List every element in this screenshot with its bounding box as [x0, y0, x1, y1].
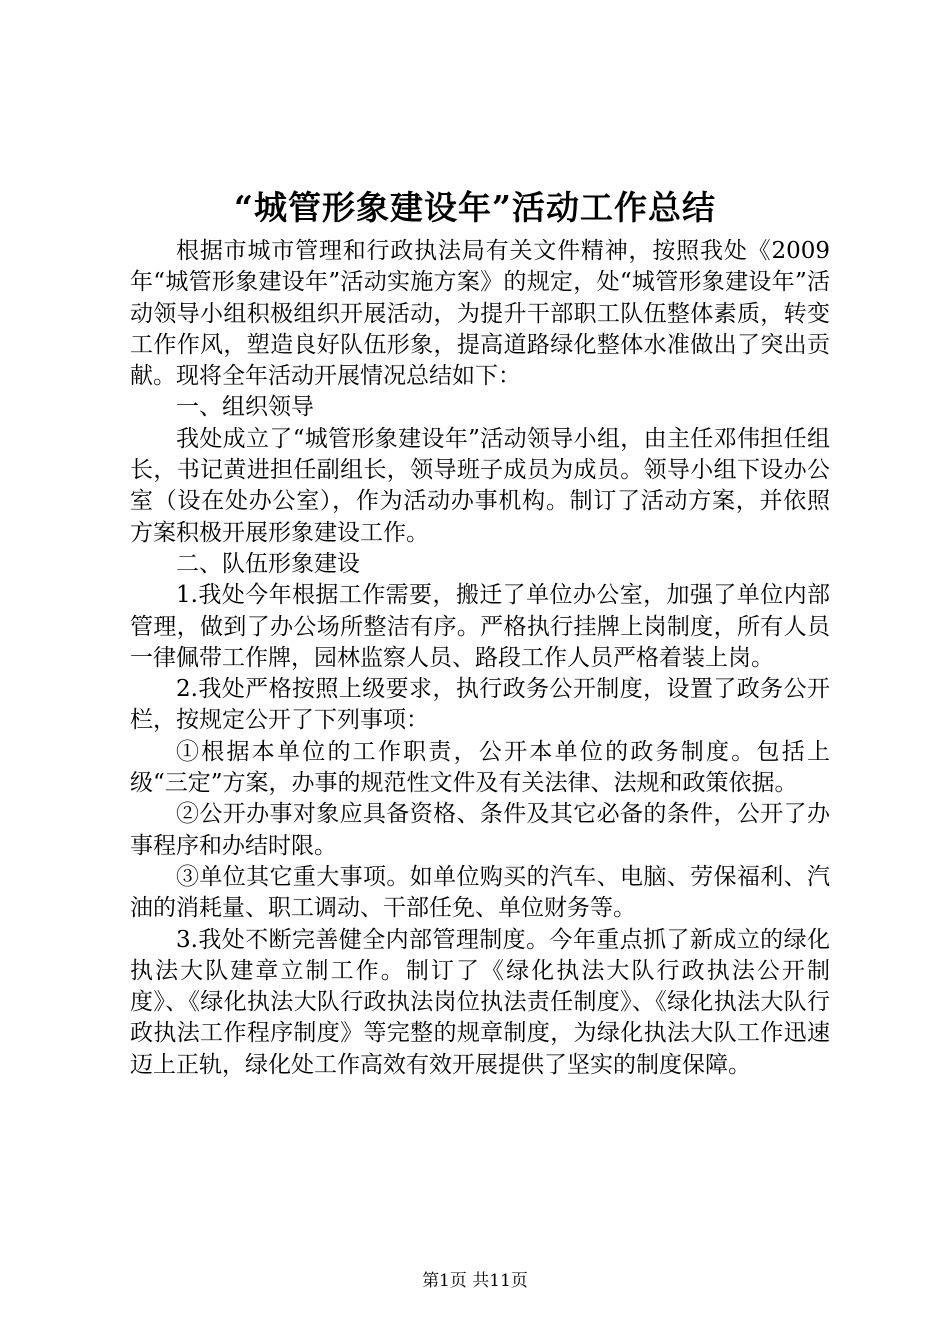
document-body — [130, 236, 830, 1081]
paragraph-intro: 根据市城市管理和行政执法局有关文件精神，按照我处《2009年“城管形象建设年”活动实施方案》的规定，处“城管形象建设年”活动领导小组积极组织开展活动，为提升干部职工队伍整体素质，转变工作作风，塑造良好队伍形象，提高道路绿化整体水准做出了突出贡献。现将全年活动开展情况总结如下： — [130, 238, 830, 390]
paragraph-organization: 我处成立了“城管形象建设年”活动领导小组，由主任邓伟担任组长，书记黄进担任副组长，领导班子成员为成员。领导小组下设办公室（设在处办公室），作为活动办事机构。制订了活动方案，并依照方案积极开展形象建设工作。 — [130, 425, 830, 546]
page-number: 第1页 共11页 — [422, 1271, 528, 1291]
section-heading-team-image: 二、队伍形象建设 — [176, 550, 360, 577]
paragraph-item-2: 2.我处严格按照上级要求，执行政务公开制度，设置了政务公开栏，按规定公开了下列事项： — [130, 676, 830, 734]
paragraph-subitem-3: ③单位其它重大事项。如单位购买的汽车、电脑、劳保福利、汽油的消耗量、职工调动、干部任免、单位财务等。 — [130, 863, 830, 922]
paragraph-item-1: 1.我处今年根据工作需要，搬迁了单位办公室，加强了单位内部管理，做到了办公场所整洁有序。严格执行挂牌上岗制度，所有人员一律佩带工作牌，园林监察人员、路段工作人员严格着装上岗。 — [130, 582, 830, 671]
paragraph-subitem-2: ②公开办事对象应具备资格、条件及其它必备的条件，公开了办事程序和办结时限。 — [130, 801, 830, 859]
document-title: “城管形象建设年”活动工作总结 — [234, 188, 716, 227]
paragraph-subitem-1: ①根据本单位的工作职责，公开本单位的政务制度。包括上级“三定”方案，办事的规范性文件及有关法律、法规和政策依据。 — [130, 738, 830, 797]
paragraph-item-3: 3.我处不断完善健全内部管理制度。今年重点抓了新成立的绿化执法大队建章立制工作。制订了《绿化执法大队行政执法公开制度》、《绿化执法大队行政执法岗位执法责任制度》、《绿化执法大队行政执法工作程序制度》等完整的规章制度，为绿化执法大队工作迅速迈上正轨，绿化处工作高效有效开展提供了坚实的制度保障。 — [130, 926, 830, 1078]
section-heading-organization: 一、组织领导 — [176, 394, 314, 421]
